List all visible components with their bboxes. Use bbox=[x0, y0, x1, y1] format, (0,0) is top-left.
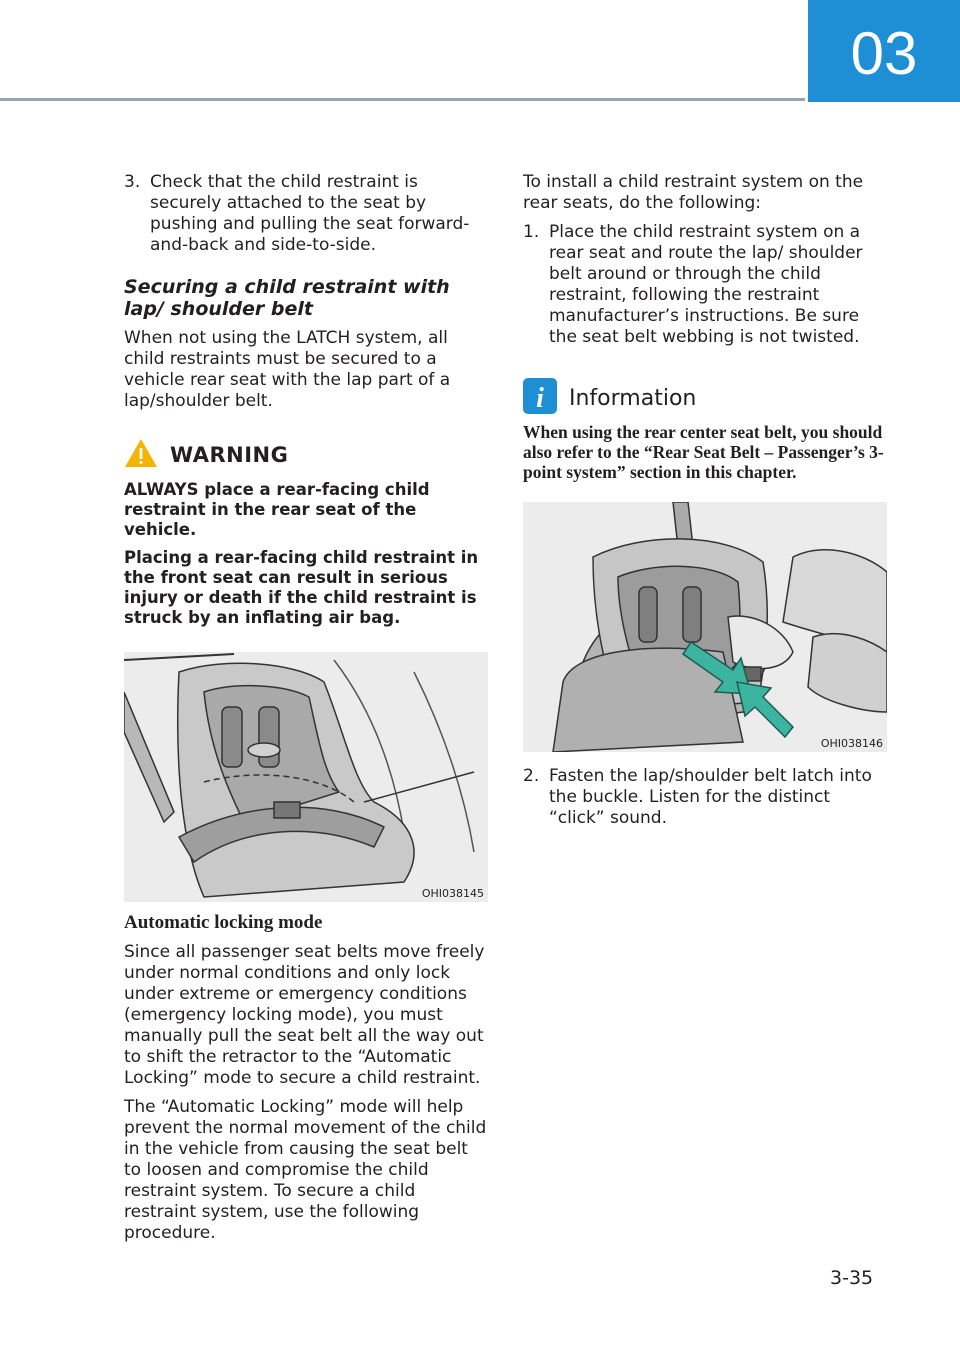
body-paragraph: The “Automatic Locking” mode will help prevent the normal movement of the child in the vehicle from causing the seat belt to loosen and compromise the child restraint system. To secure a child restraint system, use the following procedure. bbox=[124, 1097, 487, 1243]
body-paragraph: Since all passenger seat belts move freely under normal conditions and only lock under extreme or emergency conditions (emergency locking mode), you must manually pull the seat belt all the way out to shift the retractor to the “Automatic Locking” mode to secure a child restraint. bbox=[124, 942, 485, 1088]
svg-text:i: i bbox=[536, 383, 544, 414]
section-body: When not using the LATCH system, all child restraints must be secured to a vehicle rear seat with the lap part of a lap/shoulder belt. bbox=[124, 328, 451, 411]
subsection-title: Automatic locking mode bbox=[124, 912, 323, 933]
step-number: 3. bbox=[124, 172, 141, 192]
warning-heading bbox=[124, 438, 490, 472]
information-body: When using the rear center seat belt, you should also refer to the “Rear Seat Belt – Passenger’s 3-point system” section in this chapter. bbox=[523, 422, 884, 482]
warning-paragraph: ALWAYS place a rear-facing child restraint in the rear seat of the vehicle. bbox=[124, 480, 430, 539]
right-column bbox=[523, 172, 889, 829]
step-1 bbox=[523, 222, 889, 348]
intro-paragraph: To install a child restraint system on the rear seats, do the following: bbox=[523, 172, 864, 213]
chapter-tab: 03 bbox=[808, 0, 960, 102]
step-number: 1. bbox=[523, 222, 540, 242]
left-column bbox=[124, 172, 490, 1244]
figure-code: OHI038145 bbox=[421, 887, 484, 900]
child-seat-illustration bbox=[124, 652, 488, 902]
step-2 bbox=[523, 766, 889, 829]
warning-paragraph: Placing a rear-facing child restraint in the front seat can result in serious injury or death if the child restraint is struck by an inflating air bag. bbox=[124, 548, 479, 627]
figure-code: OHI038146 bbox=[820, 737, 883, 750]
information-title: Information bbox=[569, 385, 697, 411]
step-3 bbox=[124, 172, 490, 256]
warning-body bbox=[124, 480, 490, 628]
step-number: 2. bbox=[523, 766, 540, 786]
buckle-illustration bbox=[523, 502, 887, 752]
information-heading bbox=[523, 378, 889, 418]
warning-triangle-icon bbox=[124, 438, 158, 472]
step-text: Place the child restraint system on a rear seat and route the lap/ shoulder belt around or through the child restraint, following the restraint manufacturer’s instructions. Be sure the seat belt webbing is not twisted. bbox=[549, 222, 863, 347]
step-text: Fasten the lap/shoulder belt latch into the buckle. Listen for the distinct “click” sound. bbox=[549, 766, 872, 828]
step-text: Check that the child restraint is securely attached to the seat by pushing and pulling the seat forward-and-back and side-to-side. bbox=[150, 172, 470, 255]
info-icon bbox=[523, 378, 557, 418]
section-title: Securing a child restraint with lap/ shoulder belt bbox=[124, 276, 450, 320]
header-rule bbox=[0, 98, 805, 101]
page-number: 3-35 bbox=[830, 1267, 874, 1289]
warning-title: WARNING bbox=[170, 443, 289, 467]
